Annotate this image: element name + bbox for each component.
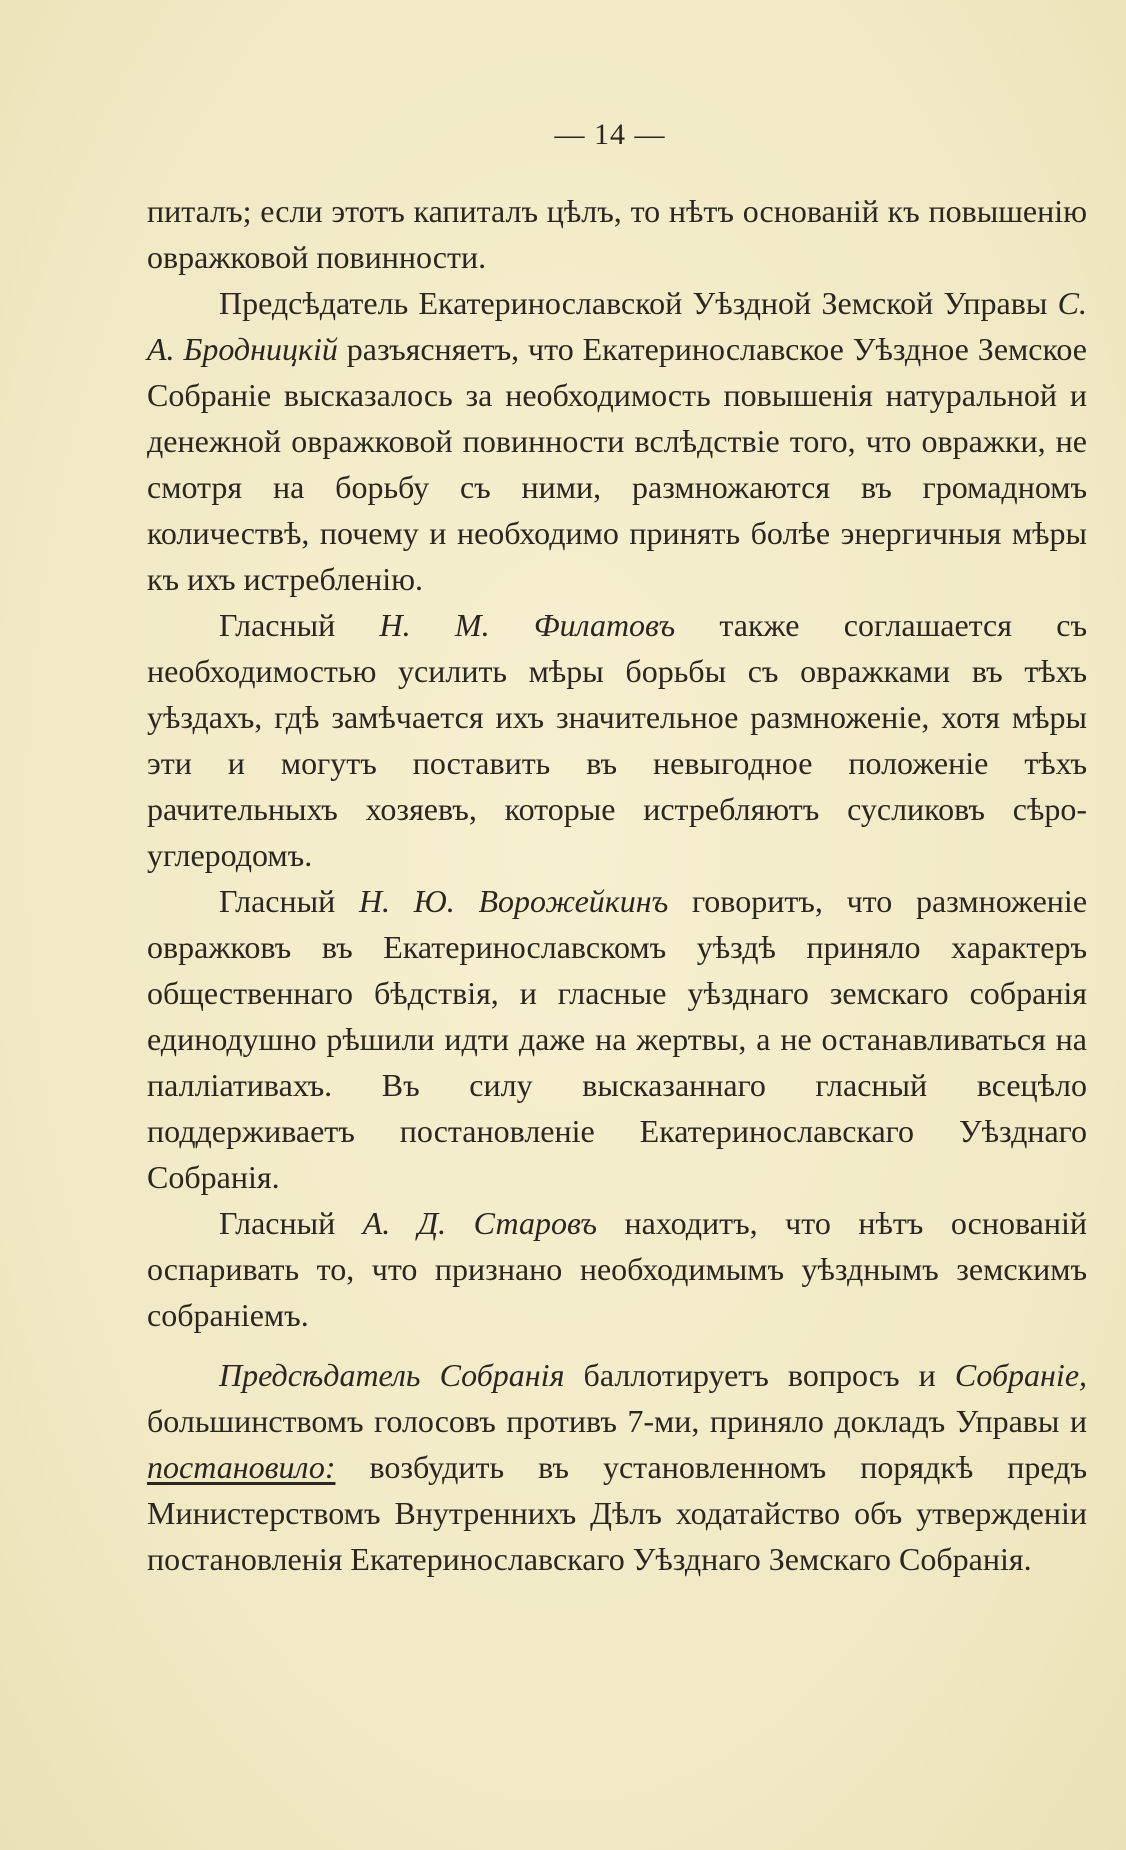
person-name: А. Д. Старовъ <box>362 1205 598 1241</box>
text-run: Предсѣдатель Екатеринославской Уѣздной Земской Управы <box>219 285 1058 321</box>
person-name: Собраніе, <box>954 1357 1088 1393</box>
text-run: находитъ, что нѣтъ основаній оспаривать то, что признано необходимымъ уѣзднымъ земскимъ собраніемъ. <box>147 1205 1088 1333</box>
text-run: говоритъ, что размноженіе овражковъ въ Екатеринославскомъ уѣздѣ приняло характеръ общественнаго бѣдствія, и гласные уѣзднаго земскаго собранія единодушно рѣшили идти даже на жертвы, а не останавливаться на палліативахъ. Въ силу высказаннаго гласный всецѣло поддерживаетъ постановленіе Екатеринославскаго Уѣзднаго Собранія. <box>147 883 1088 1195</box>
text-run: питалъ; если этотъ капиталъ цѣлъ, то нѣтъ основаній къ повышенію овражковой повинности. <box>147 193 1087 275</box>
body-text <box>147 188 1087 1582</box>
text-run: большинствомъ голосовъ противъ 7-ми, приняло докладъ Управы и <box>147 1403 1087 1439</box>
paragraph-chairman-uprava <box>147 280 1087 602</box>
text-run: баллотируетъ вопросъ и <box>564 1357 955 1393</box>
text-run: Гласный <box>219 1205 363 1241</box>
person-name: Н. Ю. Ворожейкинъ <box>358 883 669 919</box>
emphasis-underlined: постановило: <box>147 1449 336 1485</box>
page-number: — 14 — <box>554 118 666 151</box>
person-name: Н. М. Филатовъ <box>379 607 676 643</box>
text-run: Гласный <box>219 607 380 643</box>
paragraph-resolution <box>147 1352 1087 1582</box>
paragraph-continuation <box>147 188 1087 280</box>
paragraph-starov <box>147 1200 1087 1338</box>
text-run: также соглашается съ необходимостью усилить мѣры борьбы съ овражками въ тѣхъ уѣздахъ, гдѣ замѣчается ихъ значительное размноженіе, хотя мѣры эти и могутъ поставить въ невыгодное положеніе тѣхъ рачительныхъ хозяевъ, которые истребляютъ сусликовъ сѣро-углеродомъ. <box>147 607 1088 873</box>
text-run: возбудить въ установленномъ порядкѣ предъ Министерствомъ Внутреннихъ Дѣлъ ходатайство объ утвержденіи постановленія Екатеринославскаго Уѣзднаго Земскаго Собранія. <box>147 1449 1087 1577</box>
paragraph-vorozheikin <box>147 878 1087 1200</box>
text-run: Гласный <box>219 883 359 919</box>
person-name: Предсѣдатель Собранія <box>219 1357 565 1393</box>
paragraph-filatov <box>147 602 1087 878</box>
person-name: С. А. Бродницкій <box>147 285 1087 367</box>
text-run: разъясняетъ, что Екатеринославское Уѣздное Земское Собраніе высказалось за необходимость повышенія натуральной и денежной овражковой повинности вслѣдствіе того, что овражки, не смотря на борьбу съ ними, размножаются въ громадномъ количествѣ, почему и необходимо принять болѣе энергичныя мѣры къ ихъ истребленію. <box>147 331 1088 597</box>
